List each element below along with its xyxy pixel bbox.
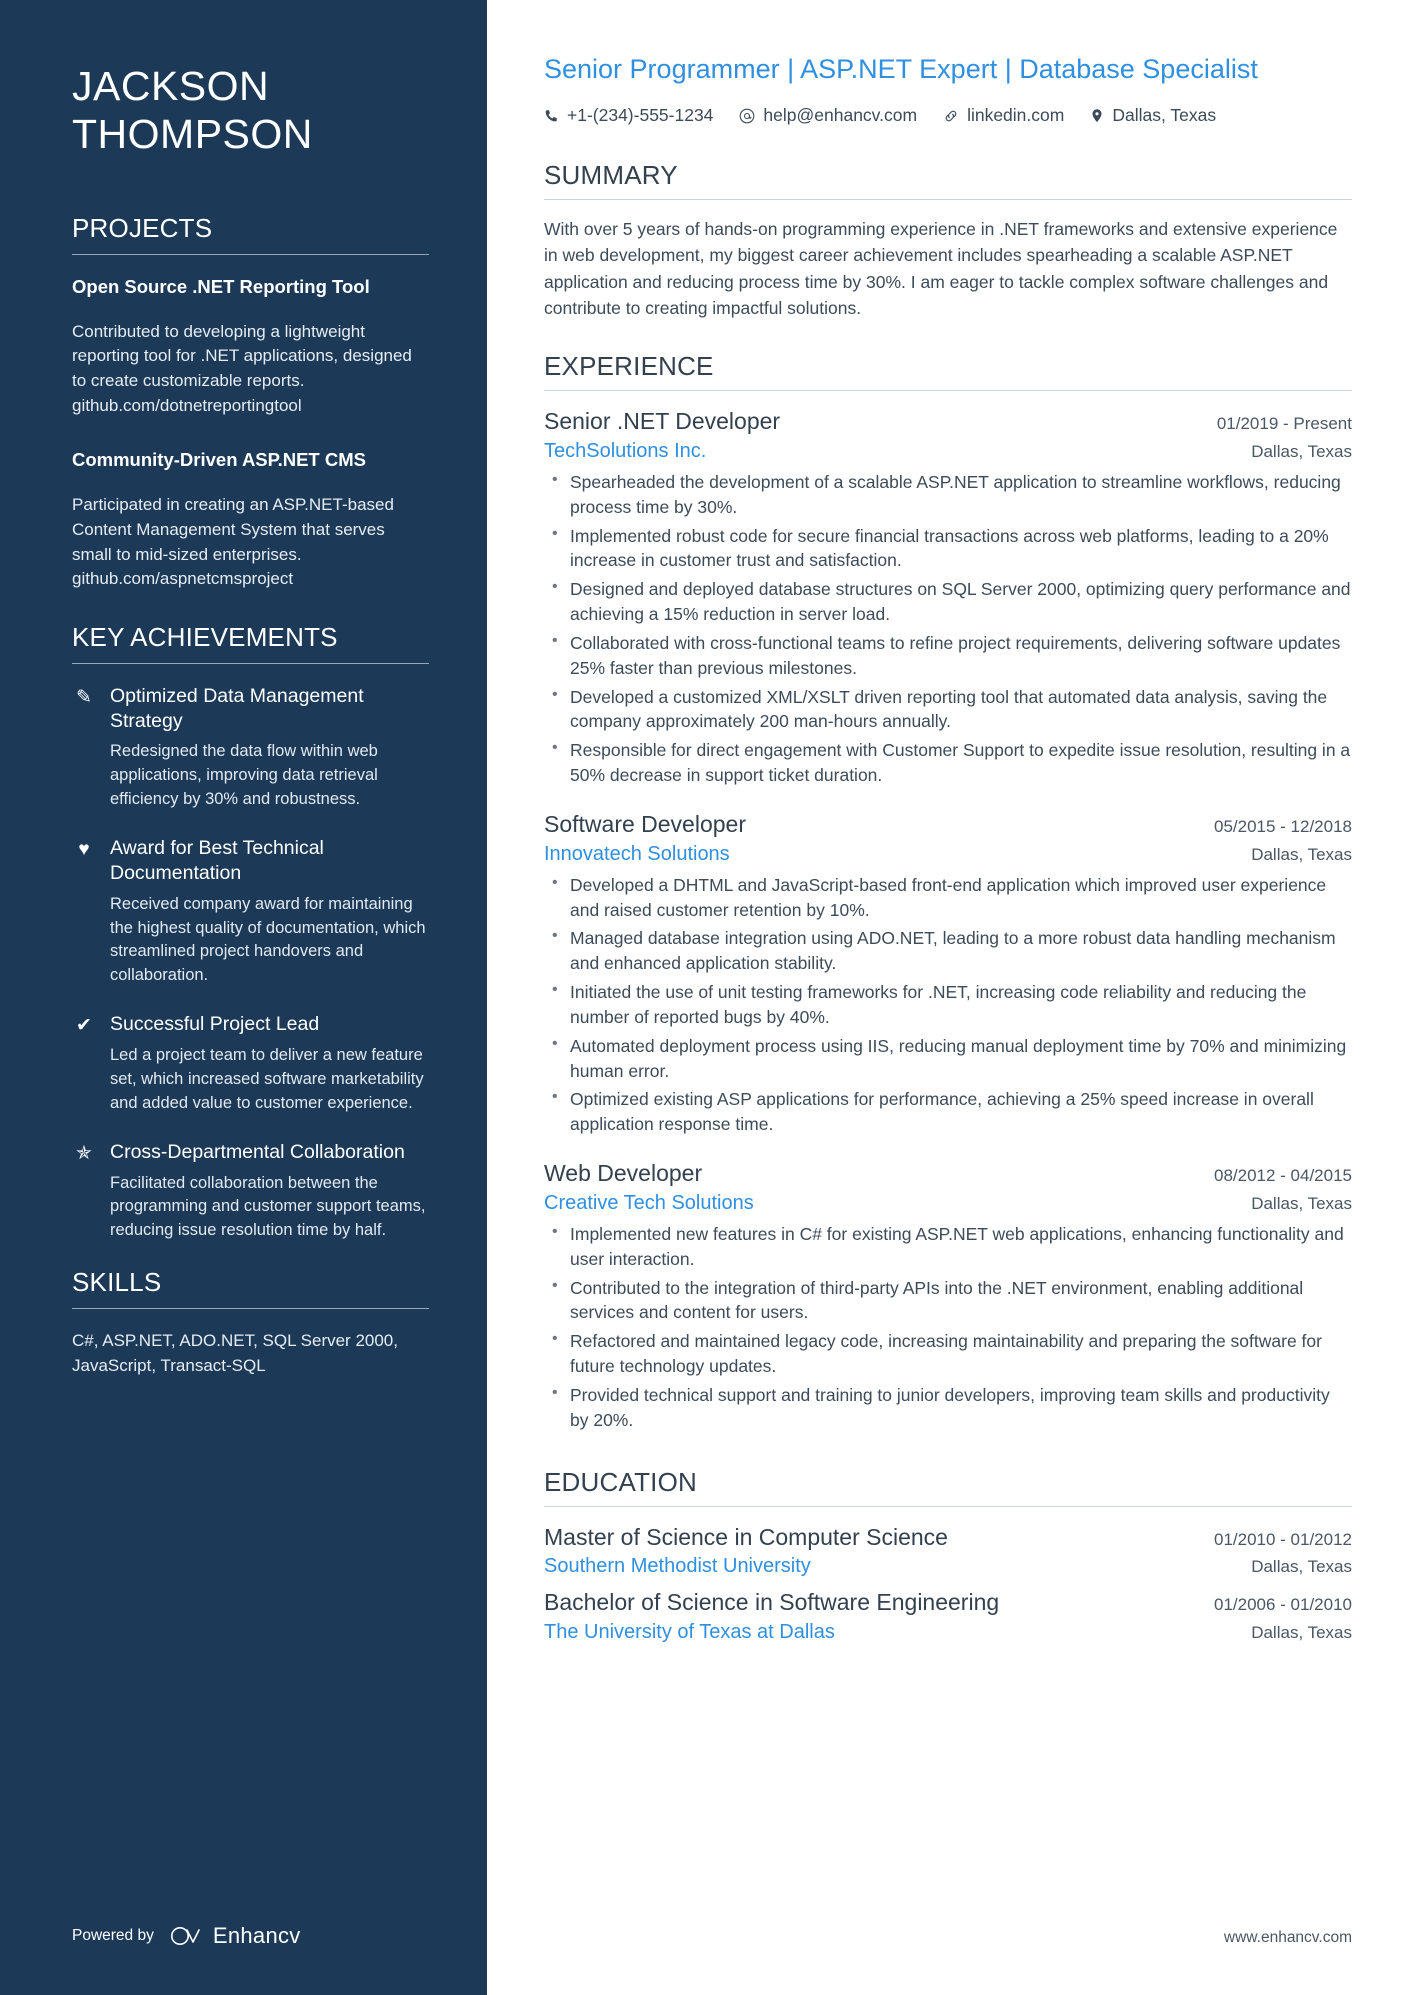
experience-bullets xyxy=(544,873,1352,1137)
bullet-item: • Developed a DHTML and JavaScript-based front-end application which improved user experience and raised customer retention by 10%. xyxy=(544,873,1352,923)
achievement-item xyxy=(72,684,429,812)
projects-section xyxy=(72,213,429,592)
experience-entry xyxy=(544,407,1352,788)
bullet-item: • Managed database integration using ADO.NET, leading to a more robust data handling mechanism and enhanced application stability. xyxy=(544,926,1352,976)
experience-company: Creative Tech Solutions xyxy=(544,1191,754,1214)
divider xyxy=(72,254,429,255)
bullet-item: • Designed and deployed database structures on SQL Server 2000, optimizing query performance and achieving a 15% reduction in server load. xyxy=(544,577,1352,627)
headline: Senior Programmer | ASP.NET Expert | Database Specialist xyxy=(544,54,1258,84)
achievement-title: Optimized Data Management Strategy xyxy=(110,684,364,732)
experience-dates: 08/2012 - 04/2015 xyxy=(1213,1166,1352,1186)
achievement-title: Cross-Departmental Collaboration xyxy=(110,1140,405,1163)
phone-icon xyxy=(544,108,559,123)
experience-company: TechSolutions Inc. xyxy=(544,439,707,462)
skills-list: C#, ASP.NET, ADO.NET, SQL Server 2000, JavaScript, Transact-SQL xyxy=(72,1331,398,1375)
heart-icon: ♥ xyxy=(78,839,90,861)
experience-dates: 01/2019 - Present xyxy=(1216,414,1352,434)
experience-title: EXPERIENCE xyxy=(544,351,714,382)
contact-email-value: help@enhancv.com xyxy=(763,105,918,126)
contact-location xyxy=(1090,105,1216,126)
bullet-item: • Provided technical support and training to junior developers, improving team skills and productivity by 20%. xyxy=(544,1383,1352,1433)
projects-title: PROJECTS xyxy=(72,212,213,243)
location-pin-icon xyxy=(1090,108,1104,124)
bullet-item: • Spearheaded the development of a scalable ASP.NET application to streamline workflows, reducing process time by 30%. xyxy=(544,470,1352,520)
bullet-item: • Responsible for direct engagement with Customer Support to expedite issue resolution, resulting in a 50% decrease in support ticket duration. xyxy=(544,738,1352,788)
achievement-item xyxy=(72,1012,429,1116)
education-section xyxy=(544,1455,1352,1647)
achievement-title: Award for Best Technical Documentation xyxy=(110,837,324,884)
experience-entry xyxy=(544,1159,1352,1433)
education-school: Southern Methodist University xyxy=(544,1555,811,1578)
education-dates: 01/2010 - 01/2012 xyxy=(1213,1529,1352,1549)
candidate-name-line2: THOMPSON xyxy=(72,111,313,158)
enhancv-brand xyxy=(170,1923,301,1949)
project-title: Open Source .NET Reporting Tool xyxy=(72,275,370,297)
experience-location: Dallas, Texas xyxy=(1251,441,1352,461)
sidebar-footer xyxy=(72,1923,301,1949)
education-dates: 01/2006 - 01/2010 xyxy=(1213,1595,1352,1615)
divider xyxy=(72,663,429,664)
education-degree: Bachelor of Science in Software Engineering xyxy=(544,1589,1000,1616)
check-icon: ✔ xyxy=(76,1015,92,1037)
bullet-item: • Automated deployment process using IIS, reducing manual deployment time by 70% and minimizing human error. xyxy=(544,1034,1352,1084)
email-icon xyxy=(739,108,755,124)
bullet-item: • Optimized existing ASP applications for performance, achieving a 25% speed increase in overall application response time. xyxy=(544,1087,1352,1137)
contact-phone-value: +1-(234)-555-1234 xyxy=(567,105,714,126)
experience-role: Software Developer xyxy=(544,810,746,837)
bullet-item: • Contributed to the integration of third-party APIs into the .NET environment, enabling additional services and content for users. xyxy=(544,1276,1352,1326)
project-title: Community-Driven ASP.NET CMS xyxy=(72,449,366,471)
candidate-name xyxy=(72,62,429,159)
project-item xyxy=(72,275,429,419)
divider xyxy=(544,1506,1352,1507)
project-description: Participated in creating an ASP.NET-based Content Management System that serves small to mid-sized enterprises. github.com/aspnetcmsproject xyxy=(72,495,394,589)
experience-company: Innovatech Solutions xyxy=(544,842,730,865)
skills-title: SKILLS xyxy=(72,1267,162,1298)
achievement-item xyxy=(72,1140,429,1244)
education-title: EDUCATION xyxy=(544,1466,697,1497)
achievement-item xyxy=(72,836,429,988)
sidebar xyxy=(0,0,487,1995)
enhancv-logo-icon xyxy=(170,1925,204,1947)
achievement-description: Received company award for maintaining the highest quality of documentation, which streamlined project handovers and collaboration. xyxy=(110,894,426,985)
candidate-name-line1: JACKSON xyxy=(72,63,270,109)
education-degree: Master of Science in Computer Science xyxy=(544,1523,948,1550)
contact-location-value: Dallas, Texas xyxy=(1112,105,1217,126)
bullet-item: • Collaborated with cross-functional teams to refine project requirements, delivering software updates 25% faster than previous milestones. xyxy=(544,631,1352,681)
link-icon xyxy=(943,108,959,124)
divider xyxy=(72,1308,429,1309)
summary-text: With over 5 years of hands-on programming experience in .NET frameworks and extensive experience in web development, my biggest career achievement includes spearheading a scalable ASP.NET application and reducing process time by 30%. I am eager to tackle complex software challenges and contribute to creating impactful solutions. xyxy=(544,219,1338,318)
bullet-item: • Implemented robust code for secure financial transactions across web platforms, leading to a 20% increase in customer trust and satisfaction. xyxy=(544,524,1352,574)
education-school: The University of Texas at Dallas xyxy=(544,1621,835,1644)
achievement-description: Facilitated collaboration between the programming and customer support teams, reducing issue resolution time by half. xyxy=(110,1173,426,1240)
bullet-item: • Refactored and maintained legacy code, increasing maintainability and preparing the software for future technology updates. xyxy=(544,1329,1352,1379)
footer-url: www.enhancv.com xyxy=(1223,1929,1352,1946)
education-entry xyxy=(544,1523,1352,1581)
star-badge-icon: ✯ xyxy=(76,1142,92,1164)
key-achievements-section xyxy=(72,622,429,1243)
experience-role: Senior .NET Developer xyxy=(544,408,781,435)
experience-section xyxy=(544,351,1352,1433)
experience-role: Web Developer xyxy=(544,1160,703,1187)
divider xyxy=(544,390,1352,391)
education-location: Dallas, Texas xyxy=(1251,1623,1352,1643)
contact-phone xyxy=(544,105,713,126)
divider xyxy=(544,199,1352,200)
powered-by-label: Powered by xyxy=(72,1927,154,1944)
achievement-description: Led a project team to deliver a new feature set, which increased software marketability and added value to customer experience. xyxy=(110,1046,424,1112)
contact-link-value: linkedin.com xyxy=(967,105,1065,126)
enhancv-brand-text: Enhancv xyxy=(212,1923,301,1948)
project-description: Contributed to developing a lightweight reporting tool for .NET applications, designed to create customizable reports. github.com/dotnetreportingtool xyxy=(72,321,412,415)
bullet-item: • Developed a customized XML/XSLT driven reporting tool that automated data analysis, saving the company approximately 200 man-hours annually. xyxy=(544,685,1352,735)
skills-section xyxy=(72,1267,429,1378)
pen-icon: ✎ xyxy=(76,686,92,708)
experience-bullets xyxy=(544,1222,1352,1433)
experience-entry xyxy=(544,810,1352,1137)
bullet-item: • Initiated the use of unit testing frameworks for .NET, increasing code reliability and reducing the number of reported bugs by 40%. xyxy=(544,980,1352,1030)
bullet-item: • Implemented new features in C# for existing ASP.NET web applications, enhancing functionality and user interaction. xyxy=(544,1222,1352,1272)
key-achievements-title: KEY ACHIEVEMENTS xyxy=(72,621,338,652)
experience-location: Dallas, Texas xyxy=(1251,1193,1352,1213)
achievement-description: Redesigned the data flow within web applications, improving data retrieval efficiency by 30% and robustness. xyxy=(110,742,378,809)
summary-title: SUMMARY xyxy=(544,160,678,191)
education-entry xyxy=(544,1588,1352,1646)
education-location: Dallas, Texas xyxy=(1251,1557,1352,1577)
experience-bullets xyxy=(544,470,1352,788)
contact-link xyxy=(943,105,1064,126)
achievement-title: Successful Project Lead xyxy=(110,1013,320,1036)
contact-email xyxy=(739,105,917,126)
project-item xyxy=(72,448,429,592)
experience-dates: 05/2015 - 12/2018 xyxy=(1213,816,1352,836)
contact-bar xyxy=(544,105,1352,126)
summary-section xyxy=(544,160,1352,321)
experience-location: Dallas, Texas xyxy=(1251,844,1352,864)
main-content xyxy=(487,0,1410,1995)
